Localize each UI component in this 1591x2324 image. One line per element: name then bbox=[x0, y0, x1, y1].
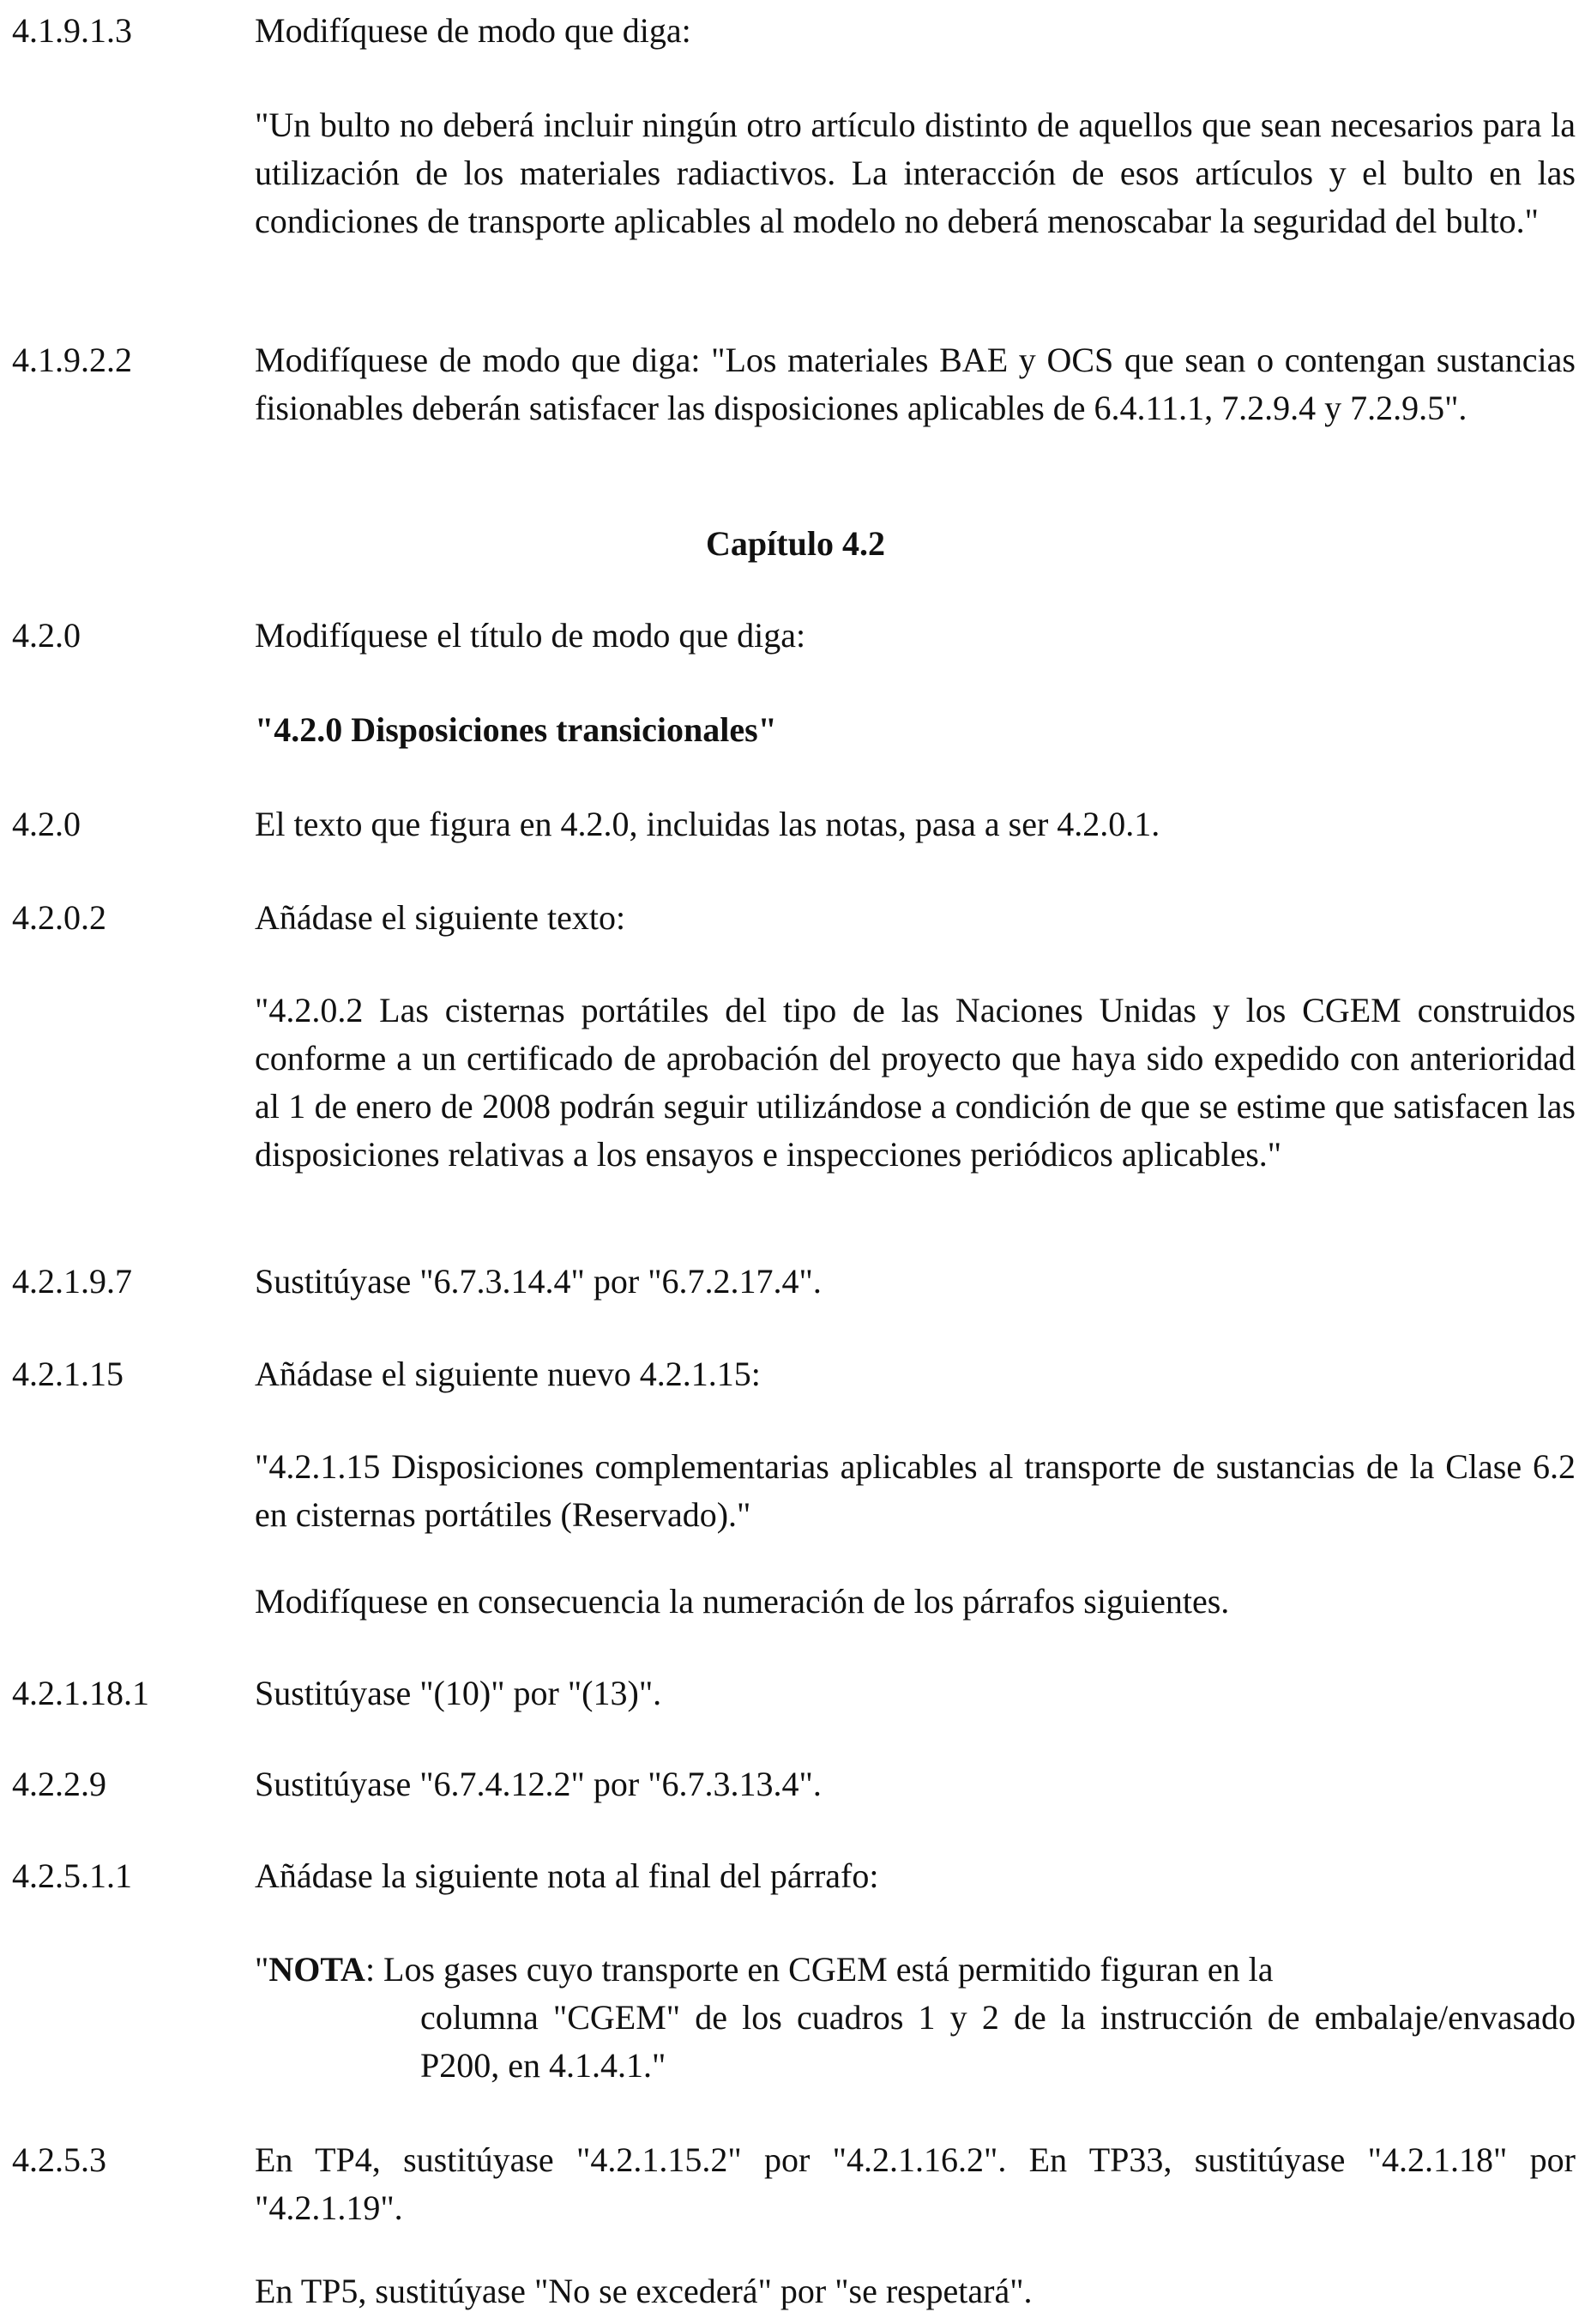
note-first-text: : Los gases cuyo transporte en CGEM está permitido figuran en la bbox=[365, 1950, 1274, 1989]
follow-up-text: En TP5, sustitúyase "No se excederá" por "se respetará". bbox=[255, 2272, 1033, 2310]
paragraph-number: 4.2.5.3 bbox=[12, 2140, 106, 2179]
note-label: NOTA bbox=[268, 1950, 365, 1989]
instruction-text: Modifíquese el título de modo que diga: bbox=[255, 616, 806, 655]
note-continuation: columna "CGEM" de los cuadros 1 y 2 de la instrucción de embalaje/envasado P200, en 4.1.4.1." bbox=[420, 1998, 1576, 2085]
note-first-line bbox=[255, 1946, 1576, 1994]
follow-up-text: Modifíquese en consecuencia la numeración de los párrafos siguientes. bbox=[255, 1582, 1230, 1621]
paragraph-number: 4.2.1.18.1 bbox=[12, 1674, 149, 1712]
chapter-heading: Capítulo 4.2 bbox=[706, 524, 885, 563]
quoted-text: "4.2.1.15 Disposiciones complementarias aplicables al transporte de sustancias de la Clase 6.2 en cisternas portátiles (Reservado)." bbox=[255, 1447, 1576, 1534]
paragraph-number: 4.2.5.1.1 bbox=[12, 1856, 132, 1895]
instruction-text: En TP4, sustitúyase "4.2.1.15.2" por "4.2.1.16.2". En TP33, sustitúyase "4.2.1.18" por "4.2.1.19". bbox=[255, 2140, 1576, 2227]
instruction-text: Añádase el siguiente texto: bbox=[255, 898, 626, 937]
instruction-text: Sustitúyase "6.7.3.14.4" por "6.7.2.17.4". bbox=[255, 1262, 822, 1301]
paragraph-number: 4.2.1.9.7 bbox=[12, 1262, 132, 1301]
paragraph-number: 4.1.9.1.3 bbox=[12, 11, 132, 50]
instruction-text: Modifíquese de modo que diga: bbox=[255, 11, 691, 50]
quoted-text: "4.2.0.2 Las cisternas portátiles del tipo de las Naciones Unidas y los CGEM construidos conforme a un certificado de aprobación del proyecto que haya sido expedido con anterioridad al 1 de enero de 2008 podrán seguir utilizándose a condición de que se estime que satisfacen las disposiciones relativas a los ensayos e inspecciones periódicos aplicables." bbox=[255, 991, 1576, 1174]
instruction-text: Añádase el siguiente nuevo 4.2.1.15: bbox=[255, 1355, 761, 1393]
instruction-text: Sustitúyase "6.7.4.12.2" por "6.7.3.13.4". bbox=[255, 1765, 822, 1803]
paragraph-number: 4.1.9.2.2 bbox=[12, 341, 132, 379]
note-open-quote: " bbox=[255, 1950, 269, 1989]
instruction-text: Modifíquese de modo que diga: "Los materiales BAE y OCS que sean o contengan sustancias fisionables deberán satisfacer las disposiciones aplicables de 6.4.11.1, 7.2.9.4 y 7.2.9.5". bbox=[255, 341, 1576, 427]
paragraph-number: 4.2.0 bbox=[12, 805, 81, 843]
paragraph-number: 4.2.0 bbox=[12, 616, 81, 655]
paragraph-number: 4.2.0.2 bbox=[12, 898, 106, 937]
instruction-text: Sustitúyase "(10)" por "(13)". bbox=[255, 1674, 662, 1712]
instruction-text: Añádase la siguiente nota al final del párrafo: bbox=[255, 1856, 879, 1895]
paragraph-number: 4.2.1.15 bbox=[12, 1355, 124, 1393]
note-block bbox=[255, 1946, 1576, 2090]
instruction-text: El texto que figura en 4.2.0, incluidas las notas, pasa a ser 4.2.0.1. bbox=[255, 805, 1160, 843]
paragraph-number: 4.2.2.9 bbox=[12, 1765, 106, 1803]
bold-quoted-title: "4.2.0 Disposiciones transicionales" bbox=[255, 710, 777, 749]
quoted-text: "Un bulto no deberá incluir ningún otro artículo distinto de aquellos que sean necesarios para la utilización de los materiales radiactivos. La interacción de esos artículos y el bulto en las condiciones de transporte aplicables al modelo no deberá menoscabar la seguridad del bulto." bbox=[255, 106, 1576, 240]
